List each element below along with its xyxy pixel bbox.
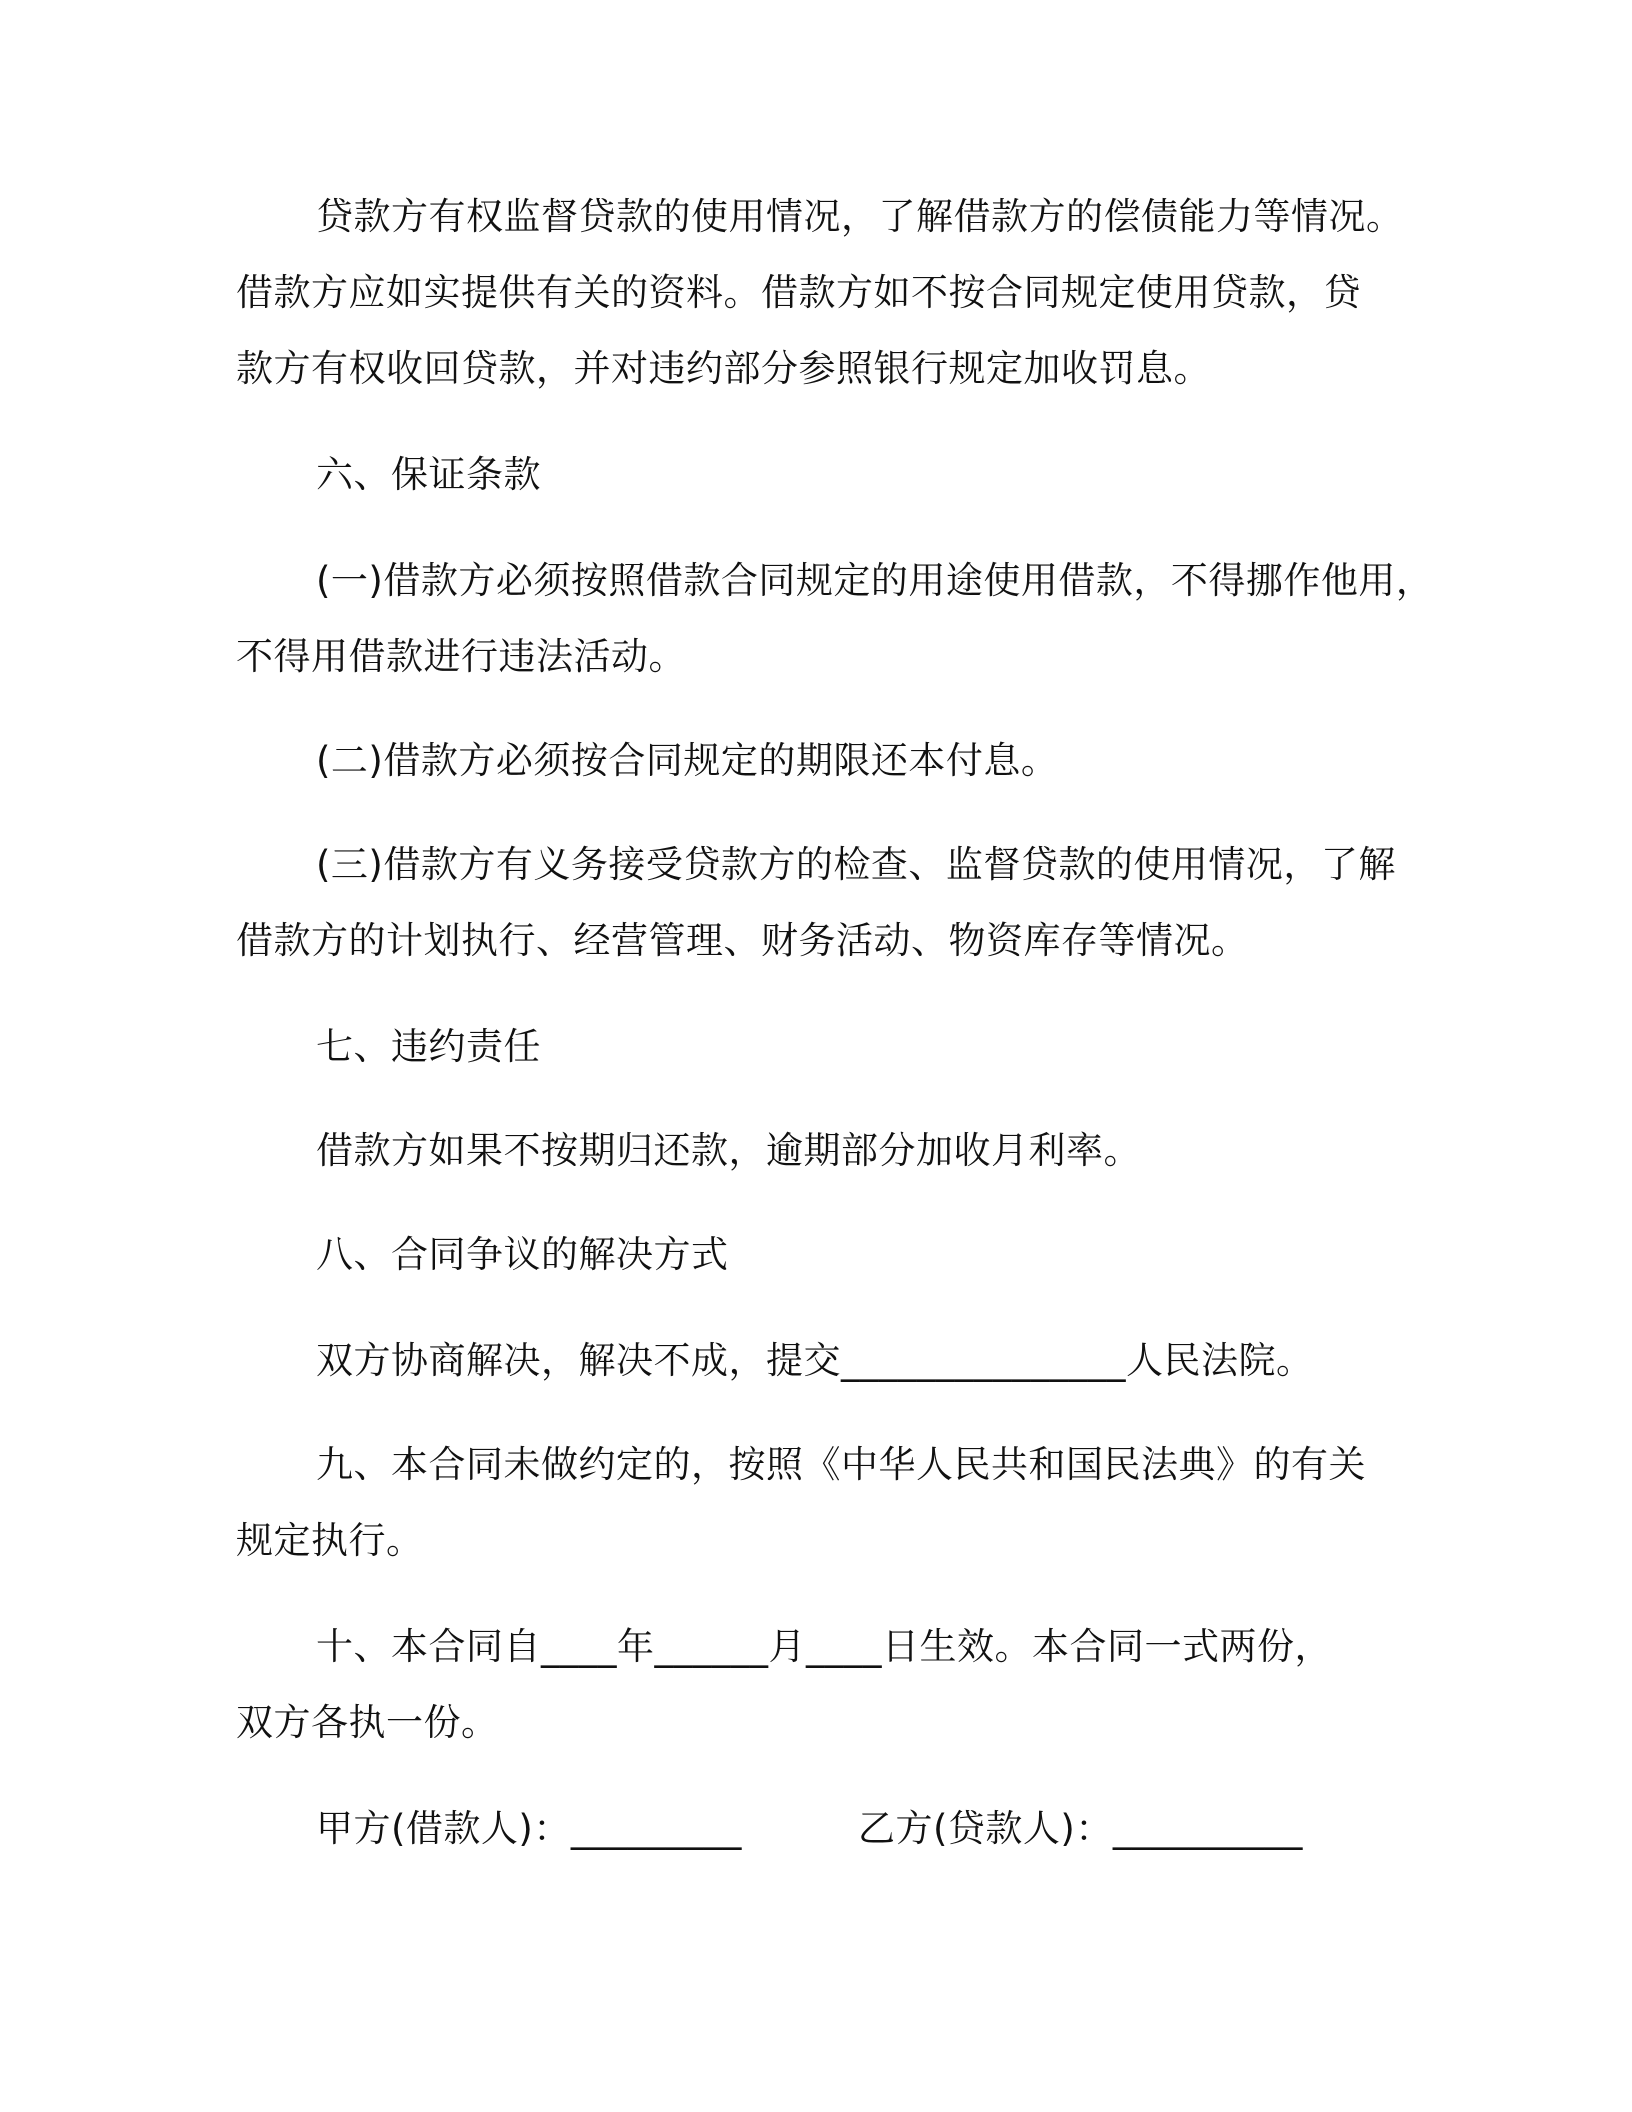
section-6-heading: 六、保证条款	[316, 453, 541, 496]
paragraph-line: 借款方如果不按期归还款，逾期部分加收月利率。	[316, 1129, 1141, 1172]
paragraph-line: 九、本合同未做约定的，按照《中华人民共和国民法典》的有关	[316, 1443, 1366, 1486]
paragraph-line: 十、本合同自____年______月____日生效。本合同一式两份，	[316, 1625, 1332, 1668]
party-b-signature: 乙方(贷款人)：__________	[858, 1807, 1303, 1850]
section-7-heading: 七、违约责任	[316, 1025, 541, 1068]
paragraph-line: (三)借款方有义务接受贷款方的检查、监督贷款的使用情况，了解	[316, 843, 1396, 886]
paragraph-line: 借款方应如实提供有关的资料。借款方如不按合同规定使用贷款，贷	[236, 271, 1361, 314]
paragraph-line: 双方协商解决，解决不成，提交_______________人民法院。	[316, 1339, 1314, 1382]
party-a-signature: 甲方(借款人)：_________	[316, 1807, 742, 1850]
paragraph-line: 不得用借款进行违法活动。	[236, 635, 686, 678]
paragraph-line: 款方有权收回贷款，并对违约部分参照银行规定加收罚息。	[236, 347, 1211, 390]
paragraph-line: 借款方的计划执行、经营管理、财务活动、物资库存等情况。	[236, 919, 1249, 962]
paragraph-line: (二)借款方必须按合同规定的期限还本付息。	[316, 739, 1059, 782]
paragraph-line: 规定执行。	[236, 1519, 424, 1562]
paragraph-line: 贷款方有权监督贷款的使用情况，了解借款方的偿债能力等情况。	[316, 195, 1404, 238]
section-8-heading: 八、合同争议的解决方式	[316, 1233, 729, 1276]
paragraph-line: 双方各执一份。	[236, 1701, 499, 1744]
paragraph-line: (一)借款方必须按照借款合同规定的用途使用借款，不得挪作他用，	[316, 559, 1434, 602]
